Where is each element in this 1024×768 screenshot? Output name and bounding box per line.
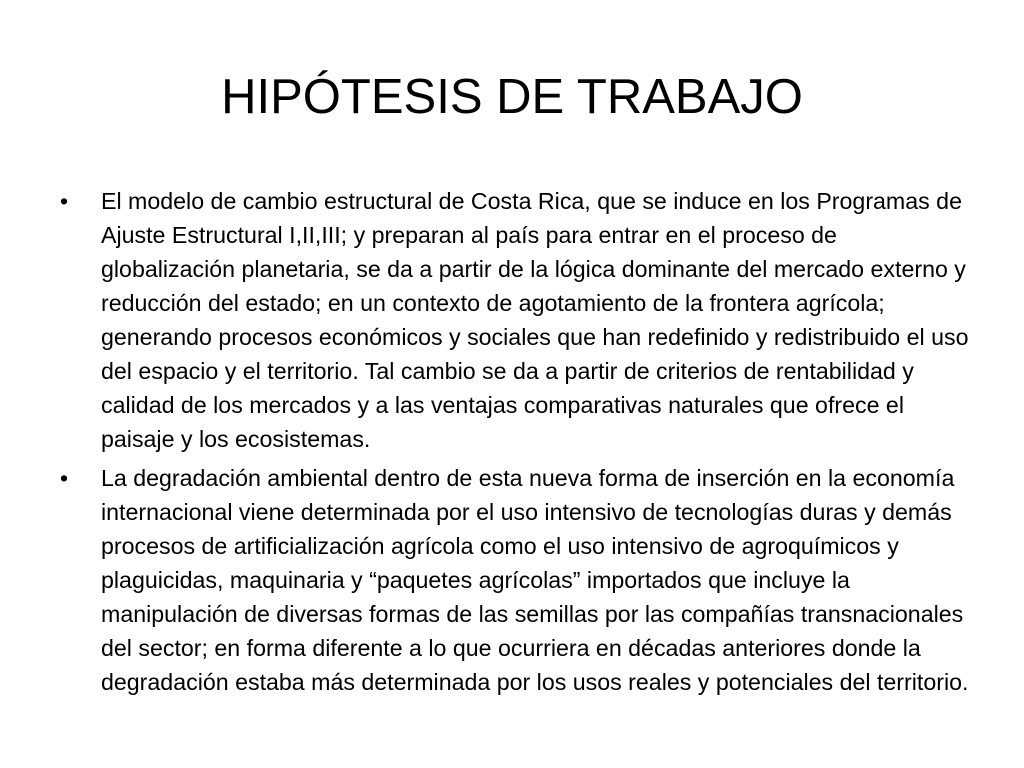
bullet-text: La degradación ambiental dentro de esta nueva forma de inserción en la economía internacional viene determinada por el uso intensivo de tecnologías duras y demás procesos de artificialización agrícola como el uso intensivo de agroquímicos y plaguicidas, maquinaria y “paquetes agrícolas” importados que incluye la manipulación de diversas formas de las semillas por las compañías transnacionales del sector; en forma diferente a lo que ocurriera en décadas anteriores donde la degradación estaba más determinada por los usos reales y potenciales del territorio. [101,465,969,695]
bullet-list [60,184,970,704]
bullet-item [60,461,970,699]
bullet-item [60,184,970,456]
slide-title: HIPÓTESIS DE TRABAJO [221,70,803,124]
bullet-text: El modelo de cambio estructural de Costa Rica, que se induce en los Programas de Ajuste Estructural I,II,III; y preparan al país para entrar en el proceso de globalización planetaria, se da a partir de la lógica dominante del mercado externo y reducción del estado; en un contexto de agotamiento de la frontera agrícola; generando procesos económicos y sociales que han redefinido y redistribuido el uso del espacio y el territorio. Tal cambio se da a partir de criterios de rentabilidad y calidad de los mercados y a las ventajas comparativas naturales que ofrece el paisaje y los ecosistemas. [101,188,969,452]
bullet-icon: • [60,465,69,491]
bullet-icon: • [60,188,69,214]
